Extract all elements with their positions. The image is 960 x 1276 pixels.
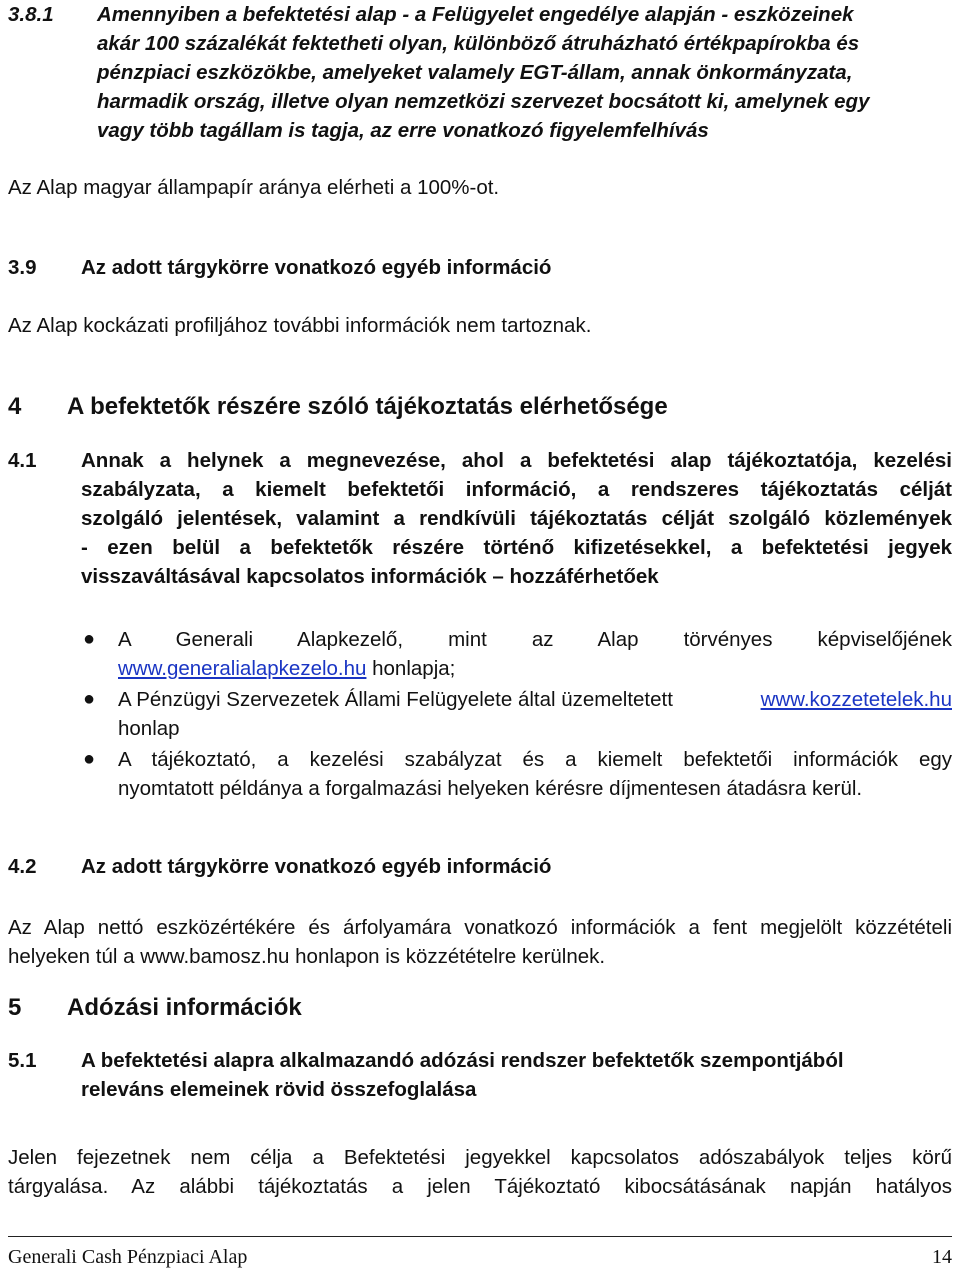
chapter-heading: A befektetők részére szóló tájékoztatás elérhetősége (67, 393, 668, 420)
bullet-text-part: A Pénzügyi Szervezetek Állami Felügyelete által üzemeltetett (118, 688, 673, 711)
bullet-icon: ● (83, 688, 96, 710)
bullet-text: nyomtatott példánya a forgalmazási helyeken kérésre díjmentesen átadásra kerül. (118, 777, 863, 800)
chapter-number: 5 (8, 994, 22, 1021)
bullet-text (118, 685, 952, 714)
section-heading-line: harmadik ország, illetve olyan nemzetközi szervezet bocsátott ki, amelynek egy (97, 90, 870, 113)
section-heading-line: Annak a helynek a megnevezése, ahol a befektetési alap tájékoztatója, kezelési (81, 449, 952, 472)
kozzetetelek-link[interactable]: www.kozzetetelek.hu (760, 688, 952, 711)
section-number: 4.2 (8, 855, 37, 878)
paragraph-line: Jelen fejezetnek nem célja a Befektetési jegyekkel kapcsolatos adószabályok teljes körű (8, 1146, 952, 1169)
footer-title: Generali Cash Pénzpiaci Alap (8, 1246, 248, 1268)
section-heading-line: Amennyiben a befektetési alap - a Felügyelet engedélye alapján - eszközeinek (97, 3, 854, 26)
section-number: 3.9 (8, 256, 37, 279)
bullet-text: A Generali Alapkezelő, mint az Alap törvényes képviselőjének (118, 628, 952, 651)
section-heading-line: A befektetési alapra alkalmazandó adózási rendszer befektetők szempontjából (81, 1049, 844, 1072)
paragraph-line: helyeken túl a www.bamosz.hu honlapon is közzétételre kerülnek. (8, 945, 606, 968)
section-heading-line: pénzpiaci eszközökbe, amelyeket valamely EGT-állam, annak önkormányzata, (97, 61, 853, 84)
section-number: 3.8.1 (8, 3, 54, 26)
bullet-icon: ● (83, 628, 96, 650)
generali-link[interactable]: www.generalialapkezelo.hu (118, 657, 367, 680)
section-heading-line: szabályzata, a kiemelt befektetői információ, a rendszeres tájékoztatás célját (81, 478, 952, 501)
footer-divider (8, 1236, 952, 1237)
section-heading-line: vagy több tagállam is tagja, az erre vonatkozó figyelemfelhívás (97, 119, 709, 142)
section-heading-line: visszaváltásával kapcsolatos információk – hozzáférhetőek (81, 565, 659, 588)
section-heading: Az adott tárgykörre vonatkozó egyéb információ (81, 256, 552, 279)
bullet-text: honlap (118, 717, 180, 740)
section-heading-line: - ezen belül a befektetők részére történő kifizetésekkel, a befektetési jegyek (81, 536, 952, 559)
section-number: 4.1 (8, 449, 37, 472)
bullet-text: A tájékoztató, a kezelési szabályzat és a kiemelt befektetői információk egy (118, 748, 952, 771)
section-heading-line: akár 100 százalékát fektetheti olyan, különböző átruházható értékpapírokba és (97, 32, 860, 55)
section-number: 5.1 (8, 1049, 37, 1072)
chapter-number: 4 (8, 393, 22, 420)
bullet-text (118, 654, 455, 683)
paragraph-line: tárgyalása. Az alábbi tájékoztatás a jelen Tájékoztató kibocsátásának napján hatályos (8, 1175, 952, 1198)
section-heading-line: releváns elemeinek rövid összefoglalása (81, 1078, 477, 1101)
bullet-icon: ● (83, 748, 96, 770)
paragraph-line: Az Alap nettó eszközértékére és árfolyamára vonatkozó információk a fent megjelölt közzétételi (8, 916, 952, 939)
bullet-tail: honlapja; (366, 657, 456, 680)
section-heading-line: szolgáló jelentések, valamint a rendkívüli tájékoztatás célját szolgáló közlemények (81, 507, 952, 530)
chapter-heading: Adózási információk (67, 994, 302, 1021)
section-heading: Az adott tárgykörre vonatkozó egyéb információ (81, 855, 552, 878)
page-number: 14 (932, 1246, 952, 1268)
paragraph: Az Alap magyar állampapír aránya elérheti a 100%-ot. (8, 176, 500, 199)
paragraph: Az Alap kockázati profiljához további információk nem tartoznak. (8, 314, 592, 337)
